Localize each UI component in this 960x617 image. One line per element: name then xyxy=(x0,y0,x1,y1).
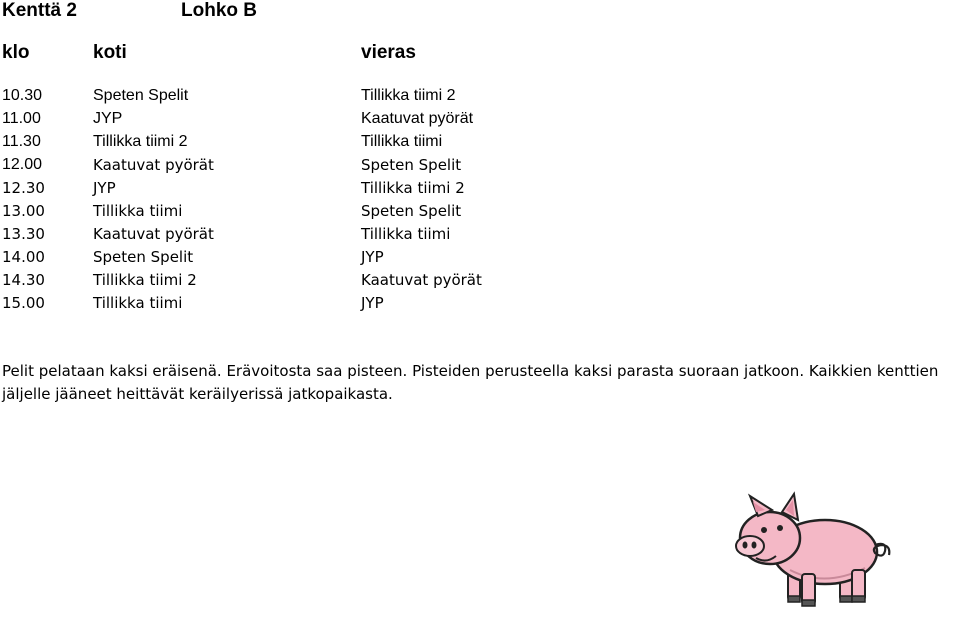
group-title: Lohko B xyxy=(181,0,257,21)
field-title: Kenttä 2 xyxy=(2,0,77,21)
column-header-time: klo xyxy=(2,42,30,63)
match-away-team: JYP xyxy=(361,294,384,312)
match-home-team: JYP xyxy=(93,179,116,197)
column-header-away: vieras xyxy=(361,42,416,63)
match-home-team: Tillikka tiimi 2 xyxy=(93,271,197,289)
match-away-team: Speten Spelit xyxy=(361,202,462,220)
match-time: 14.00 xyxy=(2,248,45,266)
match-away-team: Tillikka tiimi 2 xyxy=(361,87,456,104)
match-time: 13.30 xyxy=(2,225,45,243)
match-home-team: Speten Spelit xyxy=(93,248,194,266)
match-home-team: JYP xyxy=(93,110,123,127)
match-away-team: Kaatuvat pyörät xyxy=(361,271,482,289)
match-time: 14.30 xyxy=(2,271,45,289)
rules-note-line-1: Pelit pelataan kaksi eräisenä. Erävoitosta saa pisteen. Pisteiden perusteella kaksi parasta suoraan jatkoon. Kaikkien kenttien xyxy=(2,362,939,380)
match-home-team: Kaatuvat pyörät xyxy=(93,225,214,243)
match-away-team: Tillikka tiimi xyxy=(361,133,443,150)
match-time: 10.30 xyxy=(2,87,43,104)
match-home-team: Tillikka tiimi xyxy=(93,202,183,220)
match-away-team: Speten Spelit xyxy=(361,156,462,174)
match-time: 12.30 xyxy=(2,179,45,197)
column-header-home: koti xyxy=(93,42,127,63)
rules-note-line-2: jäljelle jääneet heittävät keräilyerissä jatkopaikasta. xyxy=(2,385,393,403)
match-time: 13.00 xyxy=(2,202,45,220)
match-away-team: Kaatuvat pyörät xyxy=(361,110,474,127)
match-home-team: Speten Spelit xyxy=(93,87,189,104)
match-time: 11.00 xyxy=(2,110,41,127)
match-home-team: Tillikka tiimi 2 xyxy=(93,133,188,150)
pig-icon xyxy=(720,490,900,615)
match-time: 12.00 xyxy=(2,156,43,173)
match-away-team: Tillikka tiimi xyxy=(361,225,451,243)
match-home-team: Kaatuvat pyörät xyxy=(93,156,214,174)
match-time: 15.00 xyxy=(2,294,45,312)
match-away-team: Tillikka tiimi 2 xyxy=(361,179,465,197)
match-home-team: Tillikka tiimi xyxy=(93,294,183,312)
match-away-team: JYP xyxy=(361,248,384,266)
match-time: 11.30 xyxy=(2,133,41,150)
